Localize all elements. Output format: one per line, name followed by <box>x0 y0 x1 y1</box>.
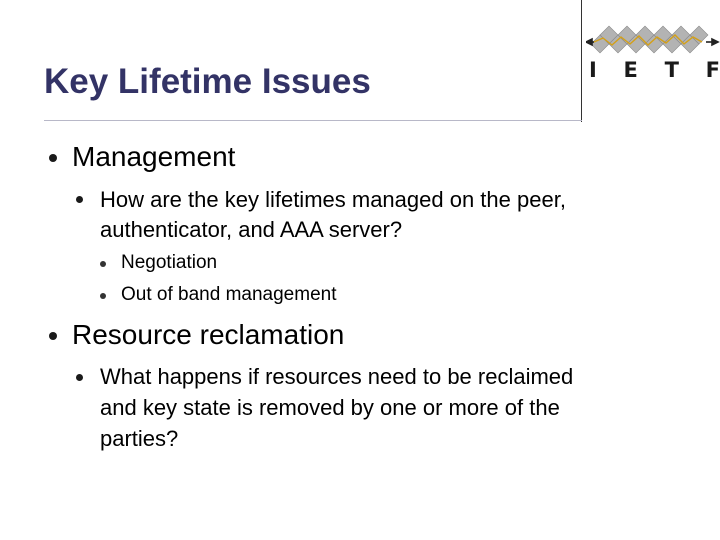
bullet-dot-icon <box>100 261 106 267</box>
bullet-text-line: How are the key lifetimes managed on the peer, <box>100 187 566 212</box>
bullet-management: Management <box>72 141 236 172</box>
bullet-text-line: authenticator, and AAA server? <box>100 217 403 242</box>
bullet-dot-icon <box>49 332 57 340</box>
bullet-resource-reclamation: Resource reclamation <box>72 319 345 350</box>
logo-letter: F <box>705 58 720 82</box>
bullet-text-line: and key state is removed by one or more of the <box>100 395 560 420</box>
bullet-text-line: What happens if resources need to be reclaimed <box>100 364 574 389</box>
logo-letter: E <box>623 58 638 82</box>
title-underline <box>44 120 582 121</box>
bullet-negotiation: Negotiation <box>121 252 218 273</box>
bullet-dot-icon <box>49 154 57 162</box>
bullet-dot-icon <box>76 374 83 381</box>
bullet-dot-icon <box>100 293 106 299</box>
logo-letter: T <box>664 58 679 82</box>
ietf-logo-letters <box>589 58 720 84</box>
bullet-dot-icon <box>76 196 83 203</box>
bullet-out-of-band: Out of band management <box>121 284 337 305</box>
logo-letter: I <box>589 58 597 82</box>
header-divider-vertical <box>581 0 582 122</box>
slide-title: Key Lifetime Issues <box>44 62 371 101</box>
bullet-text-line: parties? <box>100 426 179 451</box>
